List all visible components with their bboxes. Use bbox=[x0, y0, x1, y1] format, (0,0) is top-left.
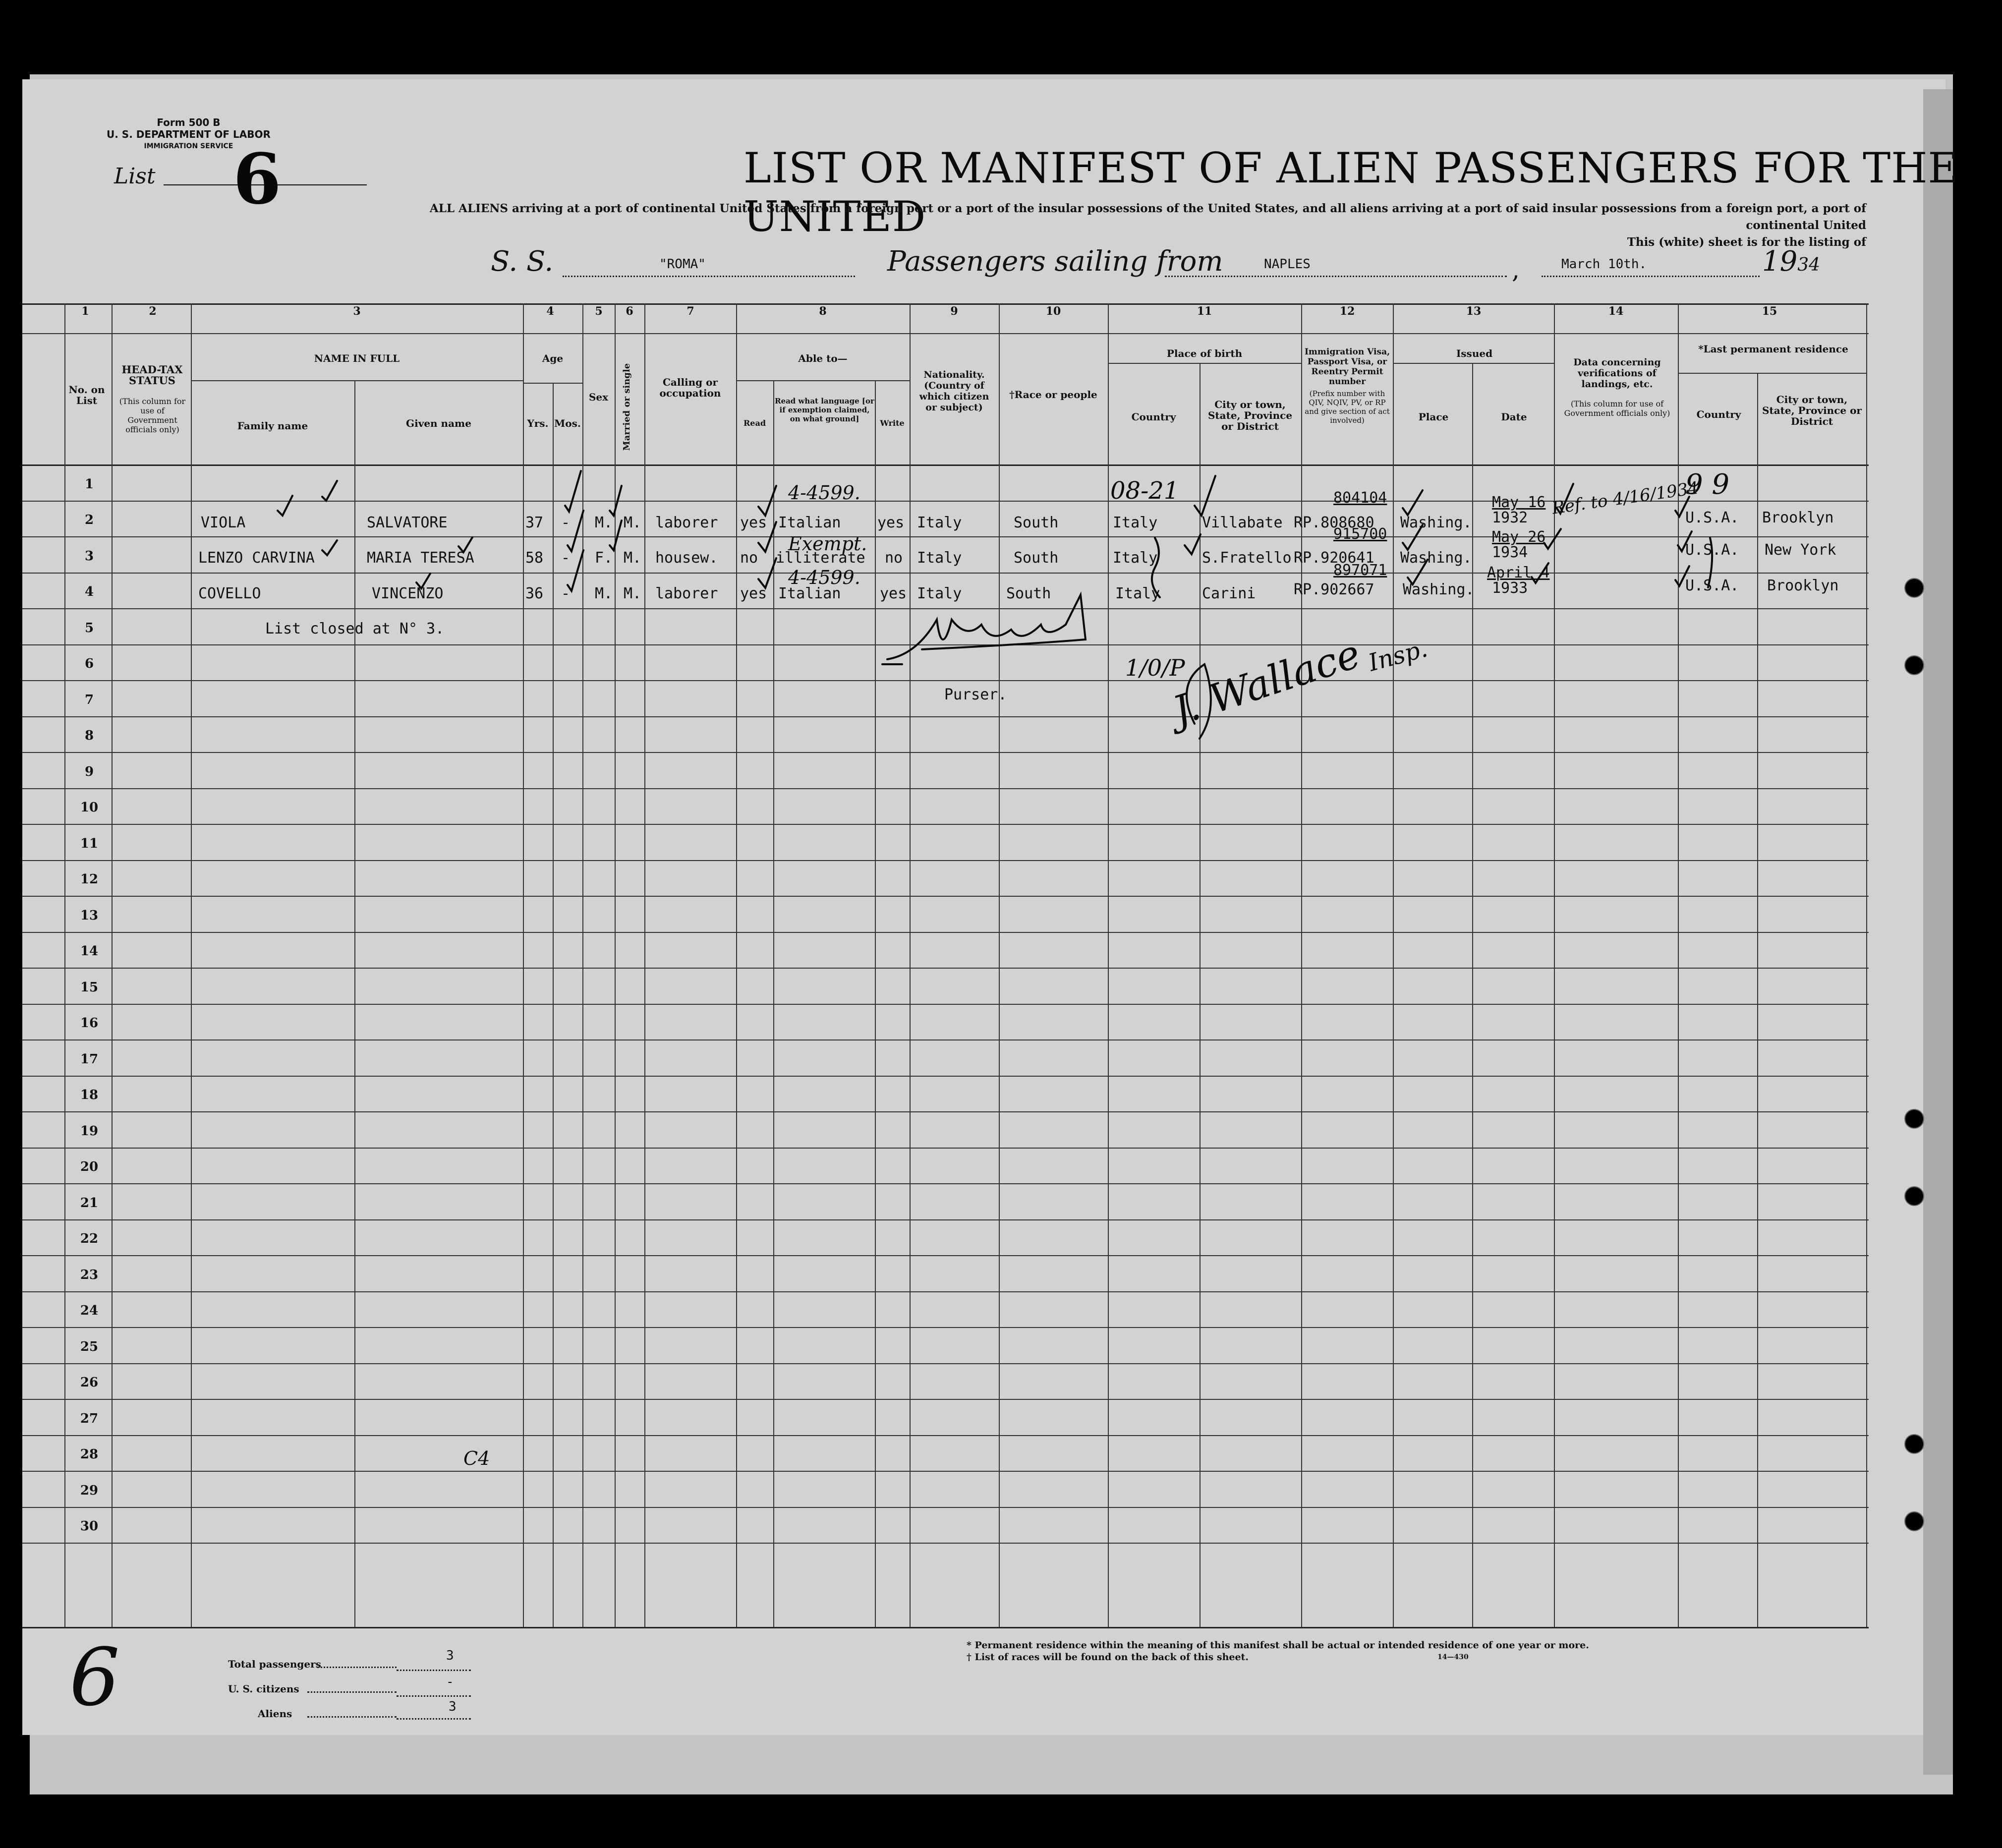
issued-date-top: May 16 bbox=[1492, 494, 1546, 511]
row-number: 27 bbox=[80, 1411, 99, 1426]
col-num-4: 4 bbox=[546, 305, 554, 318]
header-calling: Calling or occupation bbox=[659, 376, 721, 399]
check-mark bbox=[1556, 484, 1573, 514]
check-mark bbox=[278, 496, 292, 516]
handwritten-exempt-2: Exempt. bbox=[788, 533, 867, 555]
header-birth-city: City or town, State, Province or District bbox=[1207, 399, 1293, 432]
age-mos: - bbox=[561, 549, 571, 567]
issued-date: 1933 bbox=[1492, 579, 1528, 597]
family-name: VIOLA bbox=[201, 514, 246, 531]
aliens-value: 3 bbox=[449, 1699, 457, 1714]
issued-place: Washing. bbox=[1403, 581, 1475, 598]
bracket-mark bbox=[1708, 538, 1712, 587]
read: yes bbox=[740, 585, 767, 602]
ss-label: S. S. bbox=[491, 245, 554, 278]
header-age: Age bbox=[542, 352, 564, 364]
check-mark bbox=[610, 486, 622, 516]
header-verification-note: (This column for use of Government officials only) bbox=[1564, 399, 1670, 418]
header-head-tax-note: (This column for use of Government officials only) bbox=[119, 397, 186, 434]
purser-signature-stroke bbox=[887, 595, 1086, 659]
age-yrs: 37 bbox=[525, 514, 544, 531]
header-family-name: Family name bbox=[237, 420, 308, 432]
race: South bbox=[1006, 585, 1051, 602]
visa-number: RP.902667 bbox=[1294, 581, 1374, 598]
check-mark bbox=[758, 522, 776, 552]
binder-hole bbox=[1904, 578, 1924, 598]
aliens-dots bbox=[307, 1716, 397, 1718]
age-yrs: 36 bbox=[525, 585, 544, 602]
write: yes bbox=[880, 585, 907, 602]
page-title: LIST OR MANIFEST OF ALIEN PASSENGERS FOR THE UNITED bbox=[744, 144, 1959, 241]
check-mark bbox=[458, 537, 472, 552]
header-read-language: Read what language [or if exemption claimed, on what ground] bbox=[775, 397, 874, 423]
read: yes bbox=[740, 514, 767, 531]
row-number: 14 bbox=[80, 944, 99, 959]
row-number: 29 bbox=[80, 1483, 99, 1498]
handwritten-inspector-mark: 1/0/P bbox=[1125, 654, 1185, 681]
race: South bbox=[1014, 549, 1059, 567]
port-name: NAPLES bbox=[1264, 257, 1311, 272]
row-number: 16 bbox=[80, 1016, 99, 1031]
visa-top: 897071 bbox=[1333, 562, 1387, 579]
header-birth-country: Country bbox=[1131, 411, 1176, 423]
row-number: 4 bbox=[84, 584, 94, 599]
issued-date: 1932 bbox=[1492, 509, 1528, 526]
row-number: 10 bbox=[80, 800, 99, 815]
row-number: 22 bbox=[80, 1231, 99, 1246]
check-mark bbox=[758, 486, 776, 516]
issued-place: Washing. bbox=[1400, 549, 1472, 567]
age-yrs: 58 bbox=[525, 549, 544, 567]
res-city: Brooklyn bbox=[1762, 509, 1834, 526]
col-num-11: 11 bbox=[1197, 305, 1212, 318]
header-res-country: Country bbox=[1696, 408, 1741, 420]
row-number: 9 bbox=[84, 764, 94, 779]
header-nationality: Nationality. (Country of which citizen or subject) bbox=[919, 369, 989, 413]
row-number: 8 bbox=[84, 728, 94, 743]
row-number: 7 bbox=[84, 692, 94, 707]
bracket-mark bbox=[1152, 538, 1160, 597]
handwritten-inspector-signature: J. Wallace bbox=[1167, 630, 1366, 735]
year-suffix: 34 bbox=[1797, 255, 1821, 275]
col-num-1: 1 bbox=[81, 305, 89, 318]
total-rule bbox=[397, 1670, 471, 1671]
check-mark bbox=[1403, 490, 1423, 515]
row-number: 11 bbox=[80, 836, 99, 851]
sailing-label: Passengers sailing from bbox=[887, 245, 1223, 278]
binder-hole bbox=[1904, 1186, 1924, 1206]
sex: M. bbox=[595, 514, 613, 531]
res-country: U.S.A. bbox=[1685, 509, 1739, 526]
col-num-12: 12 bbox=[1339, 305, 1355, 318]
header-verification: Data concerning verifications of landings, etc. bbox=[1573, 357, 1661, 390]
header-given-name: Given name bbox=[406, 417, 471, 429]
header-married: Married or single bbox=[622, 363, 632, 451]
sailing-date: March 10th. bbox=[1561, 257, 1647, 272]
row-number: 17 bbox=[80, 1051, 99, 1067]
header-issued: Issued bbox=[1456, 347, 1493, 359]
check-mark bbox=[1544, 529, 1561, 549]
birth-country: Italy bbox=[1113, 514, 1158, 531]
check-mark bbox=[1403, 525, 1423, 550]
aliens-rule bbox=[397, 1718, 471, 1720]
form-code: 14—430 bbox=[1437, 1653, 1469, 1661]
row-number: 26 bbox=[80, 1375, 99, 1390]
issued-date-top: May 26 bbox=[1492, 528, 1546, 546]
col-num-2: 2 bbox=[149, 305, 157, 318]
row-number: 20 bbox=[80, 1159, 99, 1174]
year-prefix: 19 bbox=[1762, 245, 1798, 278]
read-language: illiterate bbox=[776, 549, 865, 567]
issued-date-top: April 4 bbox=[1487, 564, 1550, 581]
list-closed-note: List closed at N° 3. bbox=[265, 620, 445, 637]
row-number: 23 bbox=[80, 1267, 99, 1282]
comma: , bbox=[1512, 255, 1520, 284]
row-number: 3 bbox=[84, 548, 94, 564]
married: M. bbox=[624, 514, 642, 531]
birth-city: Villabate bbox=[1202, 514, 1283, 531]
given-name: VINCENZO bbox=[372, 585, 444, 602]
form-number: Form 500 B bbox=[157, 116, 221, 128]
header-read: Read bbox=[743, 418, 766, 428]
col-num-5: 5 bbox=[595, 305, 603, 318]
handwritten-exempt-1: 4-4599. bbox=[788, 482, 860, 504]
check-mark bbox=[758, 558, 776, 588]
citizens-rule bbox=[397, 1695, 471, 1697]
aliens-label: Aliens bbox=[258, 1708, 292, 1720]
citizens-dots bbox=[307, 1691, 397, 1693]
col-num-13: 13 bbox=[1466, 305, 1482, 318]
given-name: SALVATORE bbox=[367, 514, 448, 531]
family-name: LENZO CARVINA bbox=[198, 549, 315, 567]
read-language: Italian bbox=[778, 514, 841, 531]
department-name: U. S. DEPARTMENT OF LABOR bbox=[107, 128, 271, 140]
handwritten-verification: Ref. to 4/16/1934 bbox=[1550, 478, 1700, 519]
header-name-in-full: NAME IN FULL bbox=[314, 352, 400, 364]
list-number: 6 bbox=[233, 139, 282, 220]
res-city: Brooklyn bbox=[1767, 577, 1839, 594]
check-mark bbox=[1678, 531, 1692, 551]
write: yes bbox=[877, 514, 905, 531]
check-mark bbox=[1675, 566, 1689, 586]
married: M. bbox=[624, 585, 642, 602]
col-num-9: 9 bbox=[950, 305, 958, 318]
check-mark bbox=[1675, 497, 1689, 517]
read: no bbox=[740, 549, 758, 567]
binder-hole bbox=[1904, 1434, 1924, 1454]
birth-country: Italy bbox=[1113, 549, 1158, 567]
header-place-of-birth: Place of birth bbox=[1166, 347, 1243, 359]
check-mark bbox=[1408, 560, 1428, 584]
footnote-residence: * Permanent residence within the meaning of this manifest shall be actual or intended residence of one year or more. bbox=[967, 1640, 1589, 1651]
race: South bbox=[1014, 514, 1059, 531]
header-mos: Mos. bbox=[554, 417, 581, 429]
handwritten-exempt-3: 4-4599. bbox=[788, 567, 860, 588]
total-dots bbox=[317, 1667, 397, 1668]
given-name: MARIA TERESA bbox=[367, 549, 474, 567]
visa-top: 915700 bbox=[1333, 525, 1387, 543]
row-number: 13 bbox=[80, 908, 99, 923]
binder-hole bbox=[1904, 655, 1924, 675]
purser-label: Purser. bbox=[944, 686, 1007, 703]
row-number: 15 bbox=[80, 980, 99, 995]
check-mark bbox=[322, 540, 337, 555]
row-number: 28 bbox=[80, 1447, 99, 1462]
check-mark bbox=[416, 574, 430, 588]
calling: housew. bbox=[655, 549, 718, 567]
row-number: 19 bbox=[80, 1123, 99, 1139]
row-number: 1 bbox=[84, 476, 94, 492]
instruction-line-2: This (white) sheet is for the listing of bbox=[1627, 235, 1866, 249]
res-country: U.S.A. bbox=[1685, 541, 1739, 559]
issued-date: 1934 bbox=[1492, 544, 1528, 561]
visa-top: 804104 bbox=[1333, 489, 1387, 507]
header-able-to: Able to— bbox=[798, 352, 848, 364]
col-num-8: 8 bbox=[819, 305, 827, 318]
row-number: 5 bbox=[84, 620, 94, 635]
nationality: Italy bbox=[917, 549, 962, 567]
age-mos: - bbox=[561, 514, 571, 531]
col-num-6: 6 bbox=[626, 305, 633, 318]
check-mark bbox=[1185, 534, 1201, 554]
header-yrs: Yrs. bbox=[527, 417, 549, 429]
check-mark bbox=[565, 471, 581, 512]
header-write: Write bbox=[880, 418, 905, 428]
read-language: Italian bbox=[778, 585, 841, 602]
check-mark bbox=[1532, 563, 1548, 583]
us-citizens-value: - bbox=[446, 1675, 454, 1689]
binder-hole bbox=[1904, 1109, 1924, 1129]
col-num-15: 15 bbox=[1762, 305, 1777, 318]
check-mark bbox=[322, 481, 337, 501]
header-last-residence: *Last permanent residence bbox=[1698, 343, 1848, 355]
check-mark bbox=[1195, 476, 1215, 516]
calling: laborer bbox=[655, 585, 718, 602]
row-number: 12 bbox=[80, 872, 99, 887]
row-number: 24 bbox=[80, 1303, 99, 1318]
binder-hole bbox=[1904, 1511, 1924, 1531]
header-head-tax: HEAD-TAX STATUS bbox=[121, 363, 183, 387]
header-sex: Sex bbox=[588, 391, 609, 403]
handwritten-inspector-title: Insp. bbox=[1365, 635, 1430, 677]
total-passengers-label: Total passengers bbox=[228, 1658, 321, 1670]
handwritten-page-mark: 6 bbox=[69, 1631, 120, 1724]
married: M. bbox=[624, 549, 642, 567]
issued-place: Washing. bbox=[1400, 514, 1472, 531]
total-passengers-value: 3 bbox=[446, 1648, 454, 1663]
age-mos: - bbox=[561, 585, 571, 602]
birth-city: Carini bbox=[1202, 585, 1256, 602]
handwritten-birth-annotation: 08-21 bbox=[1110, 477, 1179, 505]
nationality: Italy bbox=[917, 585, 962, 602]
row-number: 6 bbox=[84, 656, 94, 671]
visa-number: RP.808680 bbox=[1294, 514, 1374, 531]
sex: F. bbox=[595, 549, 613, 567]
header-visa: Immigration Visa, Passport Visa, or Reentry Permit number bbox=[1304, 347, 1390, 387]
us-citizens-label: U. S. citizens bbox=[228, 1683, 299, 1695]
header-issued-date: Date bbox=[1501, 411, 1527, 423]
write: no bbox=[885, 549, 903, 567]
col-num-14: 14 bbox=[1608, 305, 1624, 318]
nationality: Italy bbox=[917, 514, 962, 531]
header-race: †Race or people bbox=[1009, 389, 1097, 401]
footnote-races: † List of races will be found on the back of this sheet. bbox=[967, 1652, 1249, 1663]
row-number: 2 bbox=[84, 513, 94, 527]
col-num-3: 3 bbox=[353, 305, 361, 318]
birth-city: S.Fratello bbox=[1202, 549, 1292, 567]
calling: laborer bbox=[655, 514, 718, 531]
check-mark bbox=[568, 511, 583, 551]
header-res-city: City or town, State, Province or District bbox=[1762, 394, 1862, 427]
row-number: 25 bbox=[80, 1339, 99, 1354]
res-city: New York bbox=[1765, 541, 1836, 559]
check-mark bbox=[610, 520, 622, 550]
list-label: List bbox=[114, 164, 156, 189]
inspector-signature-stroke bbox=[1187, 664, 1211, 739]
header-no-on-list: No. on List bbox=[68, 384, 105, 406]
ship-name: "ROMA" bbox=[659, 257, 706, 272]
col-num-10: 10 bbox=[1045, 305, 1061, 318]
header-visa-note: (Prefix number with QIV, NQIV, PV, or RP and give section of act involved) bbox=[1305, 389, 1390, 425]
birth-country: Italy bbox=[1115, 585, 1160, 602]
row-number: 30 bbox=[80, 1519, 99, 1534]
row-number: 21 bbox=[80, 1195, 99, 1211]
service-name: IMMIGRATION SERVICE bbox=[144, 142, 233, 150]
check-mark bbox=[568, 550, 583, 591]
visa-number: RP.920641 bbox=[1294, 549, 1374, 567]
res-country: U.S.A. bbox=[1685, 577, 1739, 594]
sex: M. bbox=[595, 585, 613, 602]
col-num-7: 7 bbox=[686, 305, 694, 318]
instruction-line-1: ALL ALIENS arriving at a port of continental United States from a foreign port or a port of the insular possessions of the United States, and all aliens arriving at a port of said insular possessions from a foreign port, a port of continental United bbox=[429, 202, 1866, 232]
handwritten-c-mark: C4 bbox=[463, 1447, 490, 1469]
handwritten-residence-mark: 9 9 bbox=[1685, 468, 1730, 501]
family-name: COVELLO bbox=[198, 585, 261, 602]
header-issued-place: Place bbox=[1418, 411, 1449, 423]
row-number: 18 bbox=[80, 1088, 99, 1102]
